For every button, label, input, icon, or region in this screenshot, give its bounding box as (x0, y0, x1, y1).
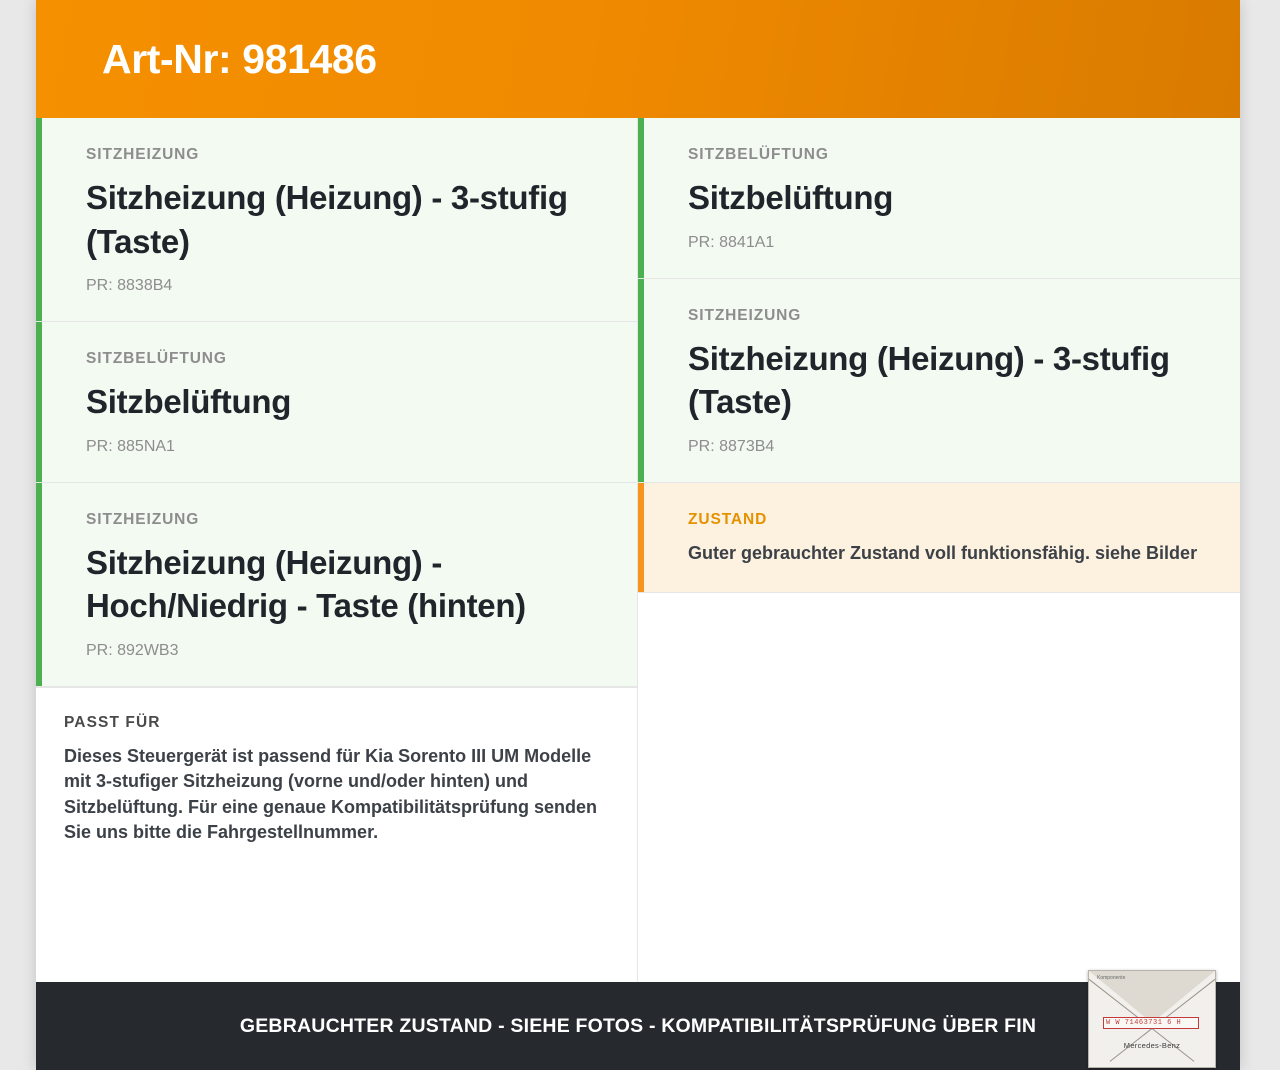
content-body (36, 118, 1240, 982)
stamp-code: W W 71463731 6 H (1106, 1019, 1182, 1027)
feature-title: Sitzbelüftung (688, 179, 894, 216)
page-title: Art-Nr: 981486 (102, 35, 377, 82)
stamp-corner-label: Komponente (1097, 975, 1126, 981)
feature-kicker: SITZHEIZUNG (688, 306, 802, 324)
feature-kicker: SITZBELÜFTUNG (688, 146, 829, 163)
feature-column-right (638, 118, 1240, 982)
feature-title: Sitzheizung (Heizung) - 3-stufig (Taste) (688, 339, 1170, 421)
accent-bar (638, 483, 644, 593)
condition-card (638, 483, 1240, 594)
fits-card (36, 687, 637, 874)
accent-bar (638, 279, 644, 482)
feature-pr-code: PR: 892WB3 (86, 641, 179, 659)
accent-bar (36, 483, 42, 686)
condition-text: Guter gebrauchter Zustand voll funktionsfähig. siehe Bilder (688, 542, 1198, 563)
footer-banner (36, 975, 1240, 1070)
fits-kicker: PASST FÜR (64, 713, 161, 731)
footer-text: GEBRAUCHTER ZUSTAND - SIEHE FOTOS - KOMPATIBILITÄTSPRÜFUNG ÜBER FIN (239, 1014, 1037, 1037)
header-banner (36, 0, 1240, 118)
feature-card (36, 118, 637, 322)
feature-pr-code: PR: 8838B4 (86, 277, 173, 295)
listing-sheet (36, 0, 1240, 1070)
stamp-code-box (1103, 1017, 1199, 1029)
feature-title: Sitzbelüftung (86, 383, 292, 421)
envelope-stamp-icon (1088, 970, 1216, 1068)
feature-pr-code: PR: 8841A1 (688, 233, 775, 251)
feature-card (638, 118, 1240, 279)
stamp-brand: Mercedes-Benz (1123, 1041, 1181, 1050)
feature-kicker: SITZHEIZUNG (86, 146, 200, 163)
feature-kicker: SITZHEIZUNG (86, 510, 200, 528)
accent-bar (36, 118, 42, 321)
feature-title: Sitzheizung (Heizung) - 3-stufig (Taste) (86, 179, 568, 260)
feature-kicker: SITZBELÜFTUNG (86, 350, 227, 368)
feature-card (36, 322, 637, 483)
accent-bar (36, 322, 42, 482)
feature-card (638, 279, 1240, 483)
left-spacer (36, 874, 637, 982)
accent-bar (638, 118, 644, 278)
condition-kicker: ZUSTAND (688, 510, 768, 528)
feature-pr-code: PR: 8873B4 (688, 437, 775, 455)
fits-text: Dieses Steuergerät ist passend für Kia Sorento III UM Modelle mit 3-stufiger Sitzheizung (vorne und/oder hinten) und Sitzbelüftung. Für eine genaue Kompatibilitätsprüfung senden Sie uns bitte die Fahrgestellnummer. (64, 745, 598, 843)
feature-column-left (36, 118, 638, 982)
feature-title: Sitzheizung (Heizung) - Hoch/Niedrig - Taste (hinten) (86, 543, 526, 625)
feature-card (36, 483, 637, 687)
right-spacer (638, 593, 1240, 982)
feature-pr-code: PR: 885NA1 (86, 437, 175, 455)
